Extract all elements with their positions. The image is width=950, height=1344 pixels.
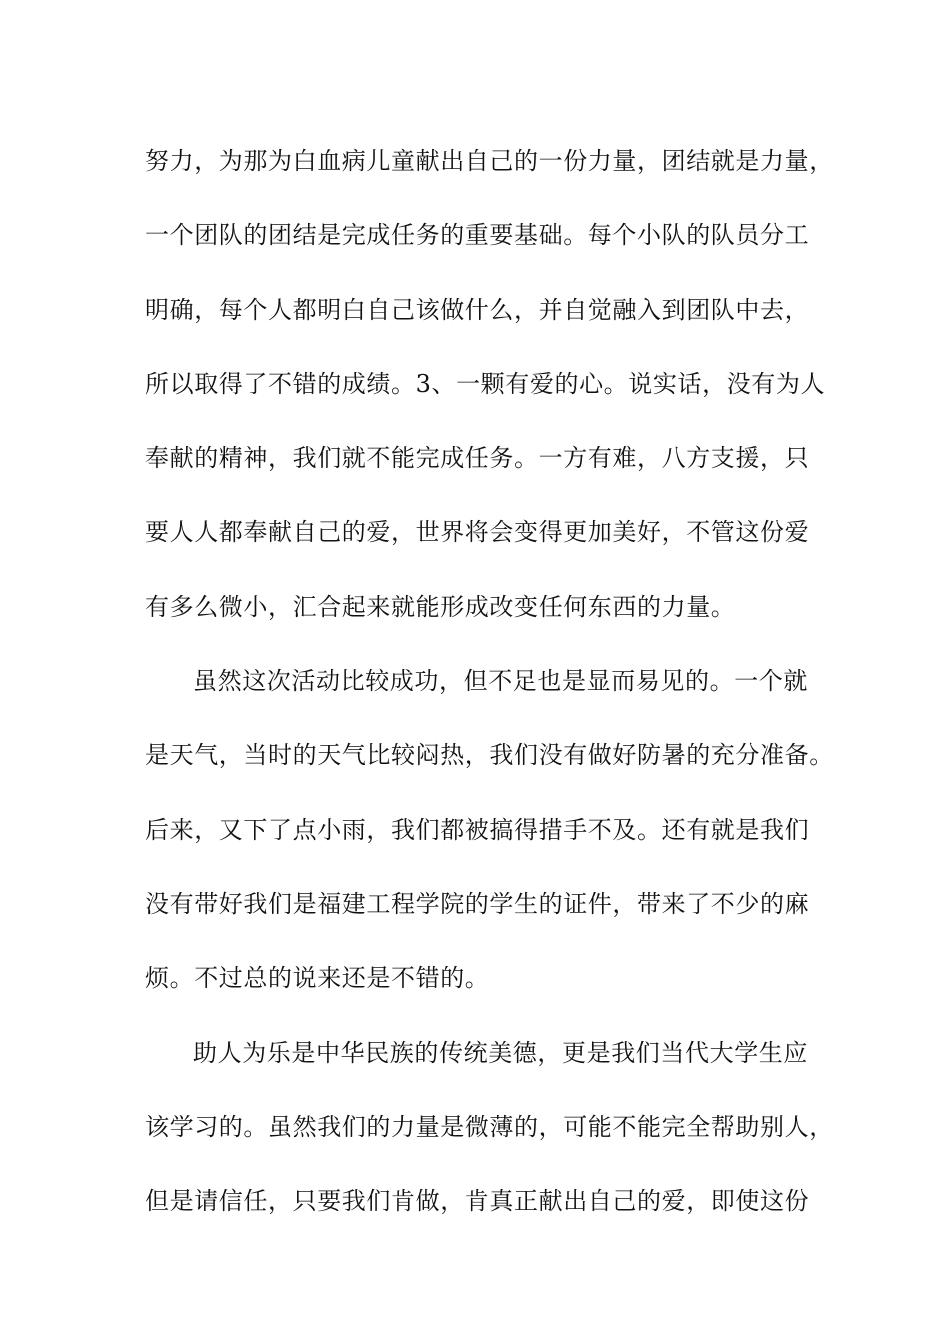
paragraph-1-line-4: 所以取得了不错的成绩。3、一颗有爱的心。说实话，没有为人	[145, 369, 826, 398]
paragraph-1-line-2: 一个团队的团结是完成任务的重要基础。每个小队的队员分工	[145, 221, 810, 250]
paragraph-1-line-3: 明确，每个人都明白自己该做什么，并自觉融入到团队中去，	[145, 295, 810, 324]
paragraph-2-line-2: 是天气，当时的天气比较闷热，我们没有做好防暑的充分准备。	[145, 741, 834, 770]
paragraph-2-line-4: 没有带好我们是福建工程学院的学生的证件，带来了不少的麻	[145, 889, 810, 918]
paragraph-2-line-1: 虽然这次活动比较成功，但不足也是显而易见的。一个就	[193, 667, 808, 696]
document-body	[145, 124, 834, 1238]
paragraph-3-line-2: 该学习的。虽然我们的力量是微薄的，可能不能完全帮助别人，	[145, 1112, 834, 1141]
paragraph-1-line-6: 要人人都奉献自己的爱，世界将会变得更加美好，不管这份爱	[145, 518, 810, 547]
paragraph-2-line-5: 烦。不过总的说来还是不错的。	[145, 964, 490, 993]
paragraph-1-line-7: 有多么微小，汇合起来就能形成改变任何东西的力量。	[145, 592, 736, 621]
paragraph-2-line-3: 后来，又下了点小雨，我们都被搞得措手不及。还有就是我们	[145, 815, 810, 844]
paragraph-1-line-1: 努力，为那为白血病儿童献出自己的一份力量，团结就是力量，	[145, 147, 834, 175]
paragraph-1-line-5: 奉献的精神，我们就不能完成任务。一方有难，八方支援，只	[145, 444, 810, 473]
paragraph-3-line-1: 助人为乐是中华民族的传统美德，更是我们当代大学生应	[193, 1038, 808, 1067]
paragraph-3-line-3: 但是请信任，只要我们肯做，肯真正献出自己的爱，即使这份	[145, 1187, 810, 1216]
